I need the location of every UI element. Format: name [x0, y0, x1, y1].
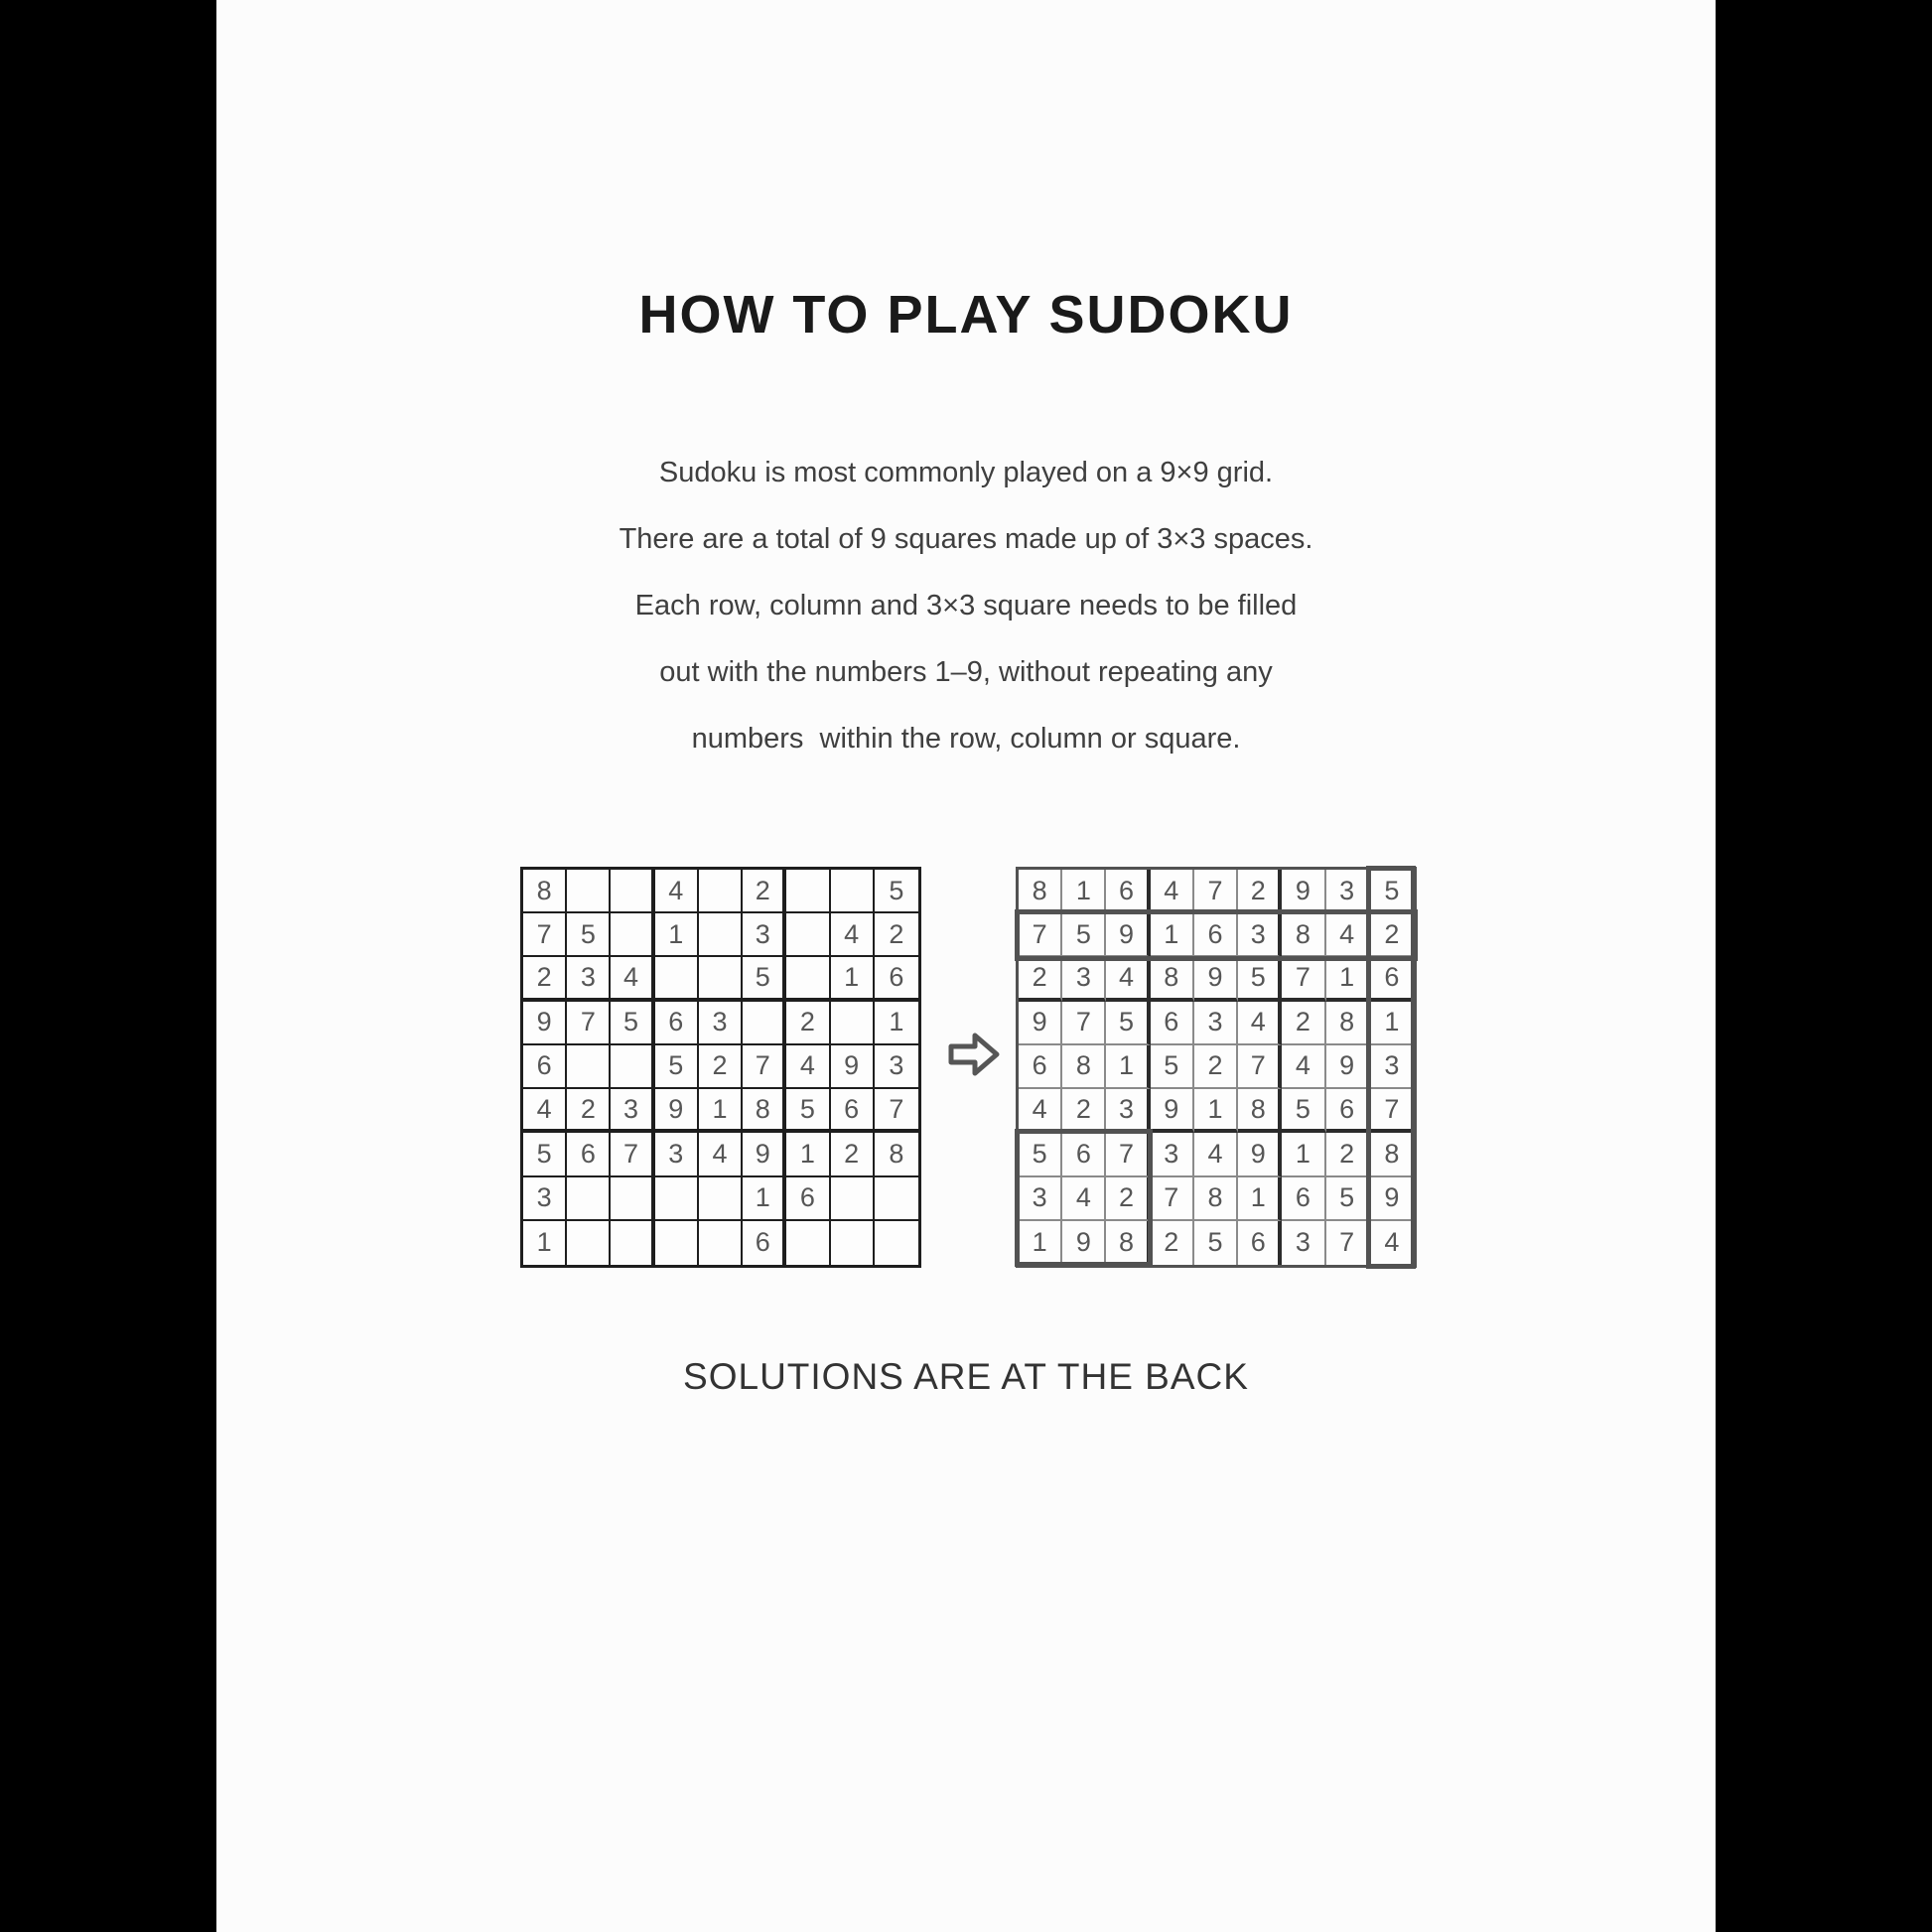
sudoku-cell: 3 — [567, 957, 611, 1001]
sudoku-cell: 9 — [1019, 1002, 1062, 1045]
sudoku-cell: 1 — [1019, 1221, 1062, 1265]
sudoku-cell: 2 — [567, 1089, 611, 1133]
sudoku-cell: 1 — [875, 1002, 918, 1045]
sudoku-cell: 9 — [743, 1133, 786, 1176]
sudoku-cell: 3 — [875, 1045, 918, 1089]
sudoku-cell: 4 — [1194, 1133, 1238, 1176]
sudoku-cell: 7 — [1062, 1002, 1106, 1045]
sudoku-cell: 7 — [875, 1089, 918, 1133]
sudoku-cell: 8 — [1370, 1133, 1414, 1176]
sudoku-cell: 5 — [1019, 1133, 1062, 1176]
sudoku-cell: 8 — [523, 870, 567, 913]
sudoku-cell-empty — [699, 870, 743, 913]
sudoku-cell: 6 — [786, 1177, 830, 1221]
sudoku-cell: 5 — [1370, 870, 1414, 913]
sudoku-cell: 8 — [1151, 957, 1194, 1001]
sudoku-cell: 2 — [523, 957, 567, 1001]
sudoku-cell-empty — [567, 870, 611, 913]
sudoku-cell: 1 — [1062, 870, 1106, 913]
sudoku-cell: 9 — [1151, 1089, 1194, 1133]
sudoku-cell: 4 — [786, 1045, 830, 1089]
sudoku-cell: 2 — [1282, 1002, 1325, 1045]
arrow-right-icon — [941, 1023, 1005, 1086]
sudoku-cell: 4 — [1282, 1045, 1325, 1089]
sudoku-cell-empty — [831, 1002, 875, 1045]
sudoku-cell: 6 — [1151, 1002, 1194, 1045]
sudoku-cell: 5 — [655, 1045, 699, 1089]
sudoku-cell: 3 — [743, 913, 786, 957]
sudoku-cell: 3 — [699, 1002, 743, 1045]
sudoku-cell: 7 — [567, 1002, 611, 1045]
sudoku-cell: 6 — [1326, 1089, 1370, 1133]
sudoku-cell: 7 — [1326, 1221, 1370, 1265]
sudoku-cell-empty — [743, 1002, 786, 1045]
sudoku-cell: 5 — [1194, 1221, 1238, 1265]
puzzle-grid — [520, 867, 921, 1268]
intro-line: out with the numbers 1–9, without repeating any — [659, 656, 1273, 688]
sudoku-cell-empty — [875, 1221, 918, 1265]
sudoku-cell: 8 — [1106, 1221, 1150, 1265]
intro-line: There are a total of 9 squares made up of 3×3 spaces. — [619, 523, 1313, 555]
sudoku-cell-empty — [611, 870, 654, 913]
sudoku-cell: 2 — [1151, 1221, 1194, 1265]
sudoku-cell: 9 — [523, 1002, 567, 1045]
sudoku-cell: 3 — [1370, 1045, 1414, 1089]
sudoku-cell: 1 — [1238, 1177, 1282, 1221]
sudoku-cell-empty — [831, 1221, 875, 1265]
sudoku-cell: 6 — [567, 1133, 611, 1176]
sudoku-cell: 4 — [1062, 1177, 1106, 1221]
sudoku-cell: 3 — [1151, 1133, 1194, 1176]
sudoku-cell: 3 — [1238, 913, 1282, 957]
sudoku-cell: 4 — [523, 1089, 567, 1133]
sudoku-cell: 6 — [831, 1089, 875, 1133]
sudoku-cell: 6 — [1370, 957, 1414, 1001]
sudoku-cell: 8 — [875, 1133, 918, 1176]
intro-line: Sudoku is most commonly played on a 9×9 grid. — [658, 457, 1274, 488]
sudoku-cell: 6 — [1194, 913, 1238, 957]
sudoku-cell-empty — [567, 1177, 611, 1221]
sudoku-cell-empty — [699, 1177, 743, 1221]
sudoku-cell: 3 — [1019, 1177, 1062, 1221]
sudoku-cell: 5 — [611, 1002, 654, 1045]
sudoku-cell: 2 — [1326, 1133, 1370, 1176]
sudoku-cell: 5 — [1238, 957, 1282, 1001]
sudoku-cell: 1 — [1194, 1089, 1238, 1133]
sudoku-cell: 9 — [1326, 1045, 1370, 1089]
sudoku-cell: 1 — [743, 1177, 786, 1221]
sudoku-cell: 5 — [1282, 1089, 1325, 1133]
sudoku-cell: 8 — [743, 1089, 786, 1133]
sudoku-cell: 4 — [1019, 1089, 1062, 1133]
sudoku-cell: 8 — [1062, 1045, 1106, 1089]
sudoku-cell: 1 — [1282, 1133, 1325, 1176]
sudoku-cell: 9 — [1370, 1177, 1414, 1221]
sudoku-cell: 2 — [743, 870, 786, 913]
sudoku-cell: 8 — [1238, 1089, 1282, 1133]
footer-note: SOLUTIONS ARE AT THE BACK — [683, 1356, 1249, 1397]
sudoku-cell: 4 — [699, 1133, 743, 1176]
sudoku-cell: 4 — [611, 957, 654, 1001]
sudoku-cell-empty — [655, 1221, 699, 1265]
sudoku-cell-empty — [567, 1221, 611, 1265]
sudoku-cell: 7 — [1238, 1045, 1282, 1089]
sudoku-cell: 5 — [1326, 1177, 1370, 1221]
sudoku-cell: 2 — [699, 1045, 743, 1089]
sudoku-cell: 6 — [523, 1045, 567, 1089]
sudoku-cell: 7 — [523, 913, 567, 957]
sudoku-cell: 7 — [743, 1045, 786, 1089]
sudoku-cell: 3 — [611, 1089, 654, 1133]
sudoku-cell: 9 — [1062, 1221, 1106, 1265]
sudoku-cell: 1 — [1326, 957, 1370, 1001]
sudoku-cell: 2 — [1062, 1089, 1106, 1133]
sudoku-cell: 6 — [1062, 1133, 1106, 1176]
intro-paragraph — [216, 440, 1716, 772]
book-page — [216, 0, 1716, 1932]
sudoku-cell: 2 — [1238, 870, 1282, 913]
intro-line: Each row, column and 3×3 square needs to be filled — [634, 590, 1298, 621]
sudoku-cell: 9 — [655, 1089, 699, 1133]
sudoku-cell: 3 — [1282, 1221, 1325, 1265]
sudoku-cell: 7 — [1019, 913, 1062, 957]
sudoku-cell: 3 — [655, 1133, 699, 1176]
page-title: HOW TO PLAY SUDOKU — [638, 285, 1294, 345]
sudoku-cell-empty — [831, 1177, 875, 1221]
sudoku-cell: 2 — [786, 1002, 830, 1045]
sudoku-cell: 5 — [786, 1089, 830, 1133]
sudoku-cell: 7 — [611, 1133, 654, 1176]
sudoku-cell: 8 — [1194, 1177, 1238, 1221]
sudoku-cell: 7 — [1151, 1177, 1194, 1221]
sudoku-cell: 4 — [1106, 957, 1150, 1001]
sudoku-cell: 7 — [1370, 1089, 1414, 1133]
sudoku-cell-empty — [567, 1045, 611, 1089]
sudoku-cell: 3 — [523, 1177, 567, 1221]
intro-line: numbers within the row, column or square. — [691, 723, 1241, 755]
sudoku-cell: 8 — [1326, 1002, 1370, 1045]
sudoku-cell-empty — [611, 1221, 654, 1265]
sudoku-cell: 1 — [786, 1133, 830, 1176]
sudoku-cell: 6 — [655, 1002, 699, 1045]
sudoku-cell: 1 — [1370, 1002, 1414, 1045]
sudoku-cell-empty — [831, 870, 875, 913]
sudoku-cell: 7 — [1106, 1133, 1150, 1176]
sudoku-cell: 9 — [1106, 913, 1150, 957]
sudoku-cell: 5 — [1151, 1045, 1194, 1089]
sudoku-cell-empty — [611, 1177, 654, 1221]
puzzle-grid-container — [520, 867, 921, 1268]
sudoku-cell: 1 — [523, 1221, 567, 1265]
sudoku-cell: 5 — [875, 870, 918, 913]
sudoku-cell: 2 — [831, 1133, 875, 1176]
sudoku-cell: 9 — [831, 1045, 875, 1089]
sudoku-cell: 4 — [831, 913, 875, 957]
sudoku-cell-empty — [699, 957, 743, 1001]
sudoku-cell: 3 — [1194, 1002, 1238, 1045]
sudoku-cell-empty — [611, 913, 654, 957]
sudoku-cell: 3 — [1326, 870, 1370, 913]
sudoku-cell-empty — [655, 1177, 699, 1221]
sudoku-cell: 5 — [567, 913, 611, 957]
sudoku-cell: 2 — [875, 913, 918, 957]
sudoku-cell: 6 — [1238, 1221, 1282, 1265]
sudoku-cell: 2 — [1370, 913, 1414, 957]
sudoku-cell-empty — [786, 1221, 830, 1265]
sudoku-cell-empty — [611, 1045, 654, 1089]
sudoku-cell: 2 — [1194, 1045, 1238, 1089]
sudoku-cell: 4 — [1151, 870, 1194, 913]
sudoku-cell: 1 — [1151, 913, 1194, 957]
sudoku-cell: 9 — [1282, 870, 1325, 913]
sudoku-cell: 4 — [655, 870, 699, 913]
sudoku-cell-empty — [786, 957, 830, 1001]
sudoku-cell: 2 — [1019, 957, 1062, 1001]
sudoku-cell: 4 — [1384, 1227, 1400, 1258]
sudoku-cell: 1 — [655, 913, 699, 957]
sudoku-cell: 4 — [1326, 913, 1370, 957]
sudoku-cell: 8 — [1019, 870, 1062, 913]
sudoku-cell: 1 — [699, 1089, 743, 1133]
sudoku-cell-empty — [699, 1221, 743, 1265]
solution-grid-container — [1016, 867, 1417, 1268]
sudoku-cell: 7 — [1282, 957, 1325, 1001]
sudoku-cell: 9 — [1238, 1133, 1282, 1176]
sudoku-cell: 6 — [1282, 1177, 1325, 1221]
sudoku-cell-empty — [699, 913, 743, 957]
sudoku-cell: 1 — [1106, 1045, 1150, 1089]
sudoku-cell: 6 — [1106, 870, 1150, 913]
sudoku-cell: 8 — [1282, 913, 1325, 957]
sudoku-cell-empty — [786, 870, 830, 913]
sudoku-cell: 3 — [1062, 957, 1106, 1001]
solution-grid — [1016, 867, 1417, 1268]
sudoku-cell: 5 — [1062, 913, 1106, 957]
sudoku-cell: 4 — [1238, 1002, 1282, 1045]
sudoku-cell: 5 — [1106, 1002, 1150, 1045]
sudoku-cell: 2 — [1106, 1177, 1150, 1221]
sudoku-cell-empty — [786, 913, 830, 957]
sudoku-cell-empty — [875, 1177, 918, 1221]
sudoku-cell: 3 — [1106, 1089, 1150, 1133]
sudoku-cell: 6 — [1019, 1045, 1062, 1089]
sudoku-cell: 6 — [875, 957, 918, 1001]
sudoku-cell: 1 — [831, 957, 875, 1001]
sudoku-cell: 5 — [523, 1133, 567, 1176]
sudoku-cell-empty — [655, 957, 699, 1001]
sudoku-cell: 9 — [1194, 957, 1238, 1001]
sudoku-cell: 7 — [1194, 870, 1238, 913]
sudoku-cell: 5 — [743, 957, 786, 1001]
sudoku-cell: 6 — [743, 1221, 786, 1265]
